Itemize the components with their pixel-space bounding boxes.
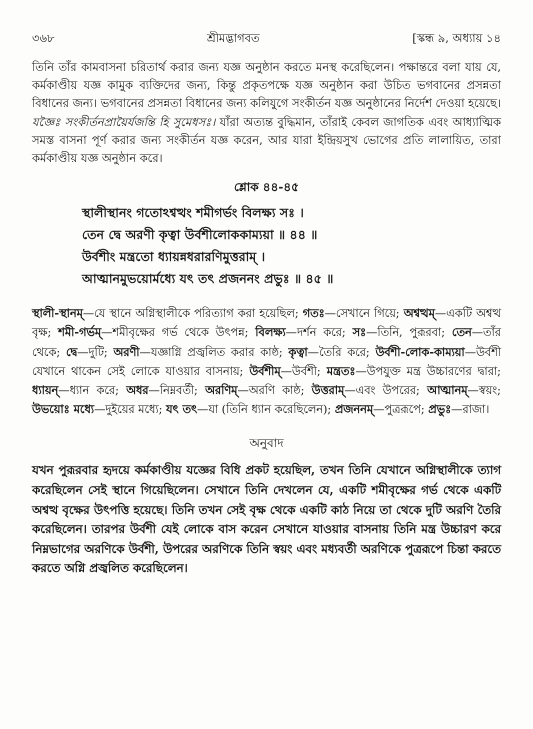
synonym-word: আত্মানম্ bbox=[427, 383, 468, 398]
page-header bbox=[32, 30, 501, 49]
chapter-reference: [স্কন্ধ ৯, অধ্যায় ১৪ bbox=[412, 31, 501, 45]
synonym-meaning: —উর্বশী; bbox=[280, 364, 327, 378]
synonym-meaning: —যজ্ঞাগ্নি প্রজ্বলিত করার কাষ্ঠ; bbox=[139, 345, 289, 359]
synonym-word: অরণিম্ bbox=[205, 383, 238, 398]
synonym-word: তেন bbox=[451, 325, 472, 340]
purport-paragraph bbox=[32, 58, 501, 167]
synonym-word: বিলক্ষ্য bbox=[255, 325, 286, 340]
verse-line: উর্বশীং মন্ত্রতো ধ্যায়ন্নধরারণিমুত্তরাম্ । bbox=[82, 249, 266, 265]
synonym-word: সঃ bbox=[352, 325, 367, 340]
synonyms-paragraph bbox=[32, 304, 501, 419]
synonym-meaning: —শমীবৃক্ষের গর্ভ থেকে উৎপন্ন; bbox=[101, 326, 256, 340]
synonym-word: প্রভুঃ bbox=[428, 402, 452, 417]
synonym-word: গতঃ bbox=[302, 306, 325, 321]
synonym-meaning: —তাঁর থেকে; bbox=[32, 326, 501, 359]
synonym-word: ধ্যায়ন্ bbox=[32, 383, 59, 398]
synonym-word: উর্বশীম্ bbox=[249, 363, 281, 378]
synonym-word: অরণী bbox=[113, 344, 140, 359]
synonym-meaning: —দর্শন করে; bbox=[285, 326, 353, 340]
synonym-meaning: —উপযুক্ত মন্ত্র উচ্চারণের দ্বারা; bbox=[355, 364, 501, 378]
purport-quote: যজ্ঞৈঃ সংকীর্তনপ্রায়ৈর্যজন্তি হি সুমেধসঃ। bbox=[32, 114, 216, 129]
synonym-word: দ্বে bbox=[65, 344, 78, 359]
synonym-word: অধর bbox=[126, 383, 149, 398]
synonym-meaning: —যে স্থানে অগ্নিস্থালীকে পরিত্যাগ করা হয়েছিল; bbox=[82, 307, 303, 321]
synonym-word: কৃত্বা bbox=[288, 344, 308, 359]
verse-line: তেন দ্বে অরণী কৃত্বা উর্বশীলোককাম্যয়া ॥ ৪৪ ॥ bbox=[82, 227, 318, 243]
synonym-meaning: —একটি অশ্বত্থ বৃক্ষ; bbox=[32, 307, 501, 340]
synonym-word: স্থালী-স্থানম্ bbox=[32, 306, 83, 321]
verse-title: শ্লোক ৪৪-৪৫ bbox=[234, 180, 299, 195]
synonym-word: উত্তরাম্ bbox=[311, 383, 345, 398]
synonym-meaning: —তৈরি করে; bbox=[307, 345, 376, 359]
synonym-meaning: —তিনি, পুরূরবা; bbox=[366, 326, 452, 340]
verse-block bbox=[32, 179, 501, 290]
synonym-meaning: —অরণি কাষ্ঠ; bbox=[237, 384, 312, 398]
synonym-word: প্রজননম্ bbox=[334, 402, 374, 417]
synonym-meaning: —নিম্নবর্তী; bbox=[148, 384, 206, 398]
verse-line: আত্মানমুভয়োর্মধ্যে যৎ তৎ প্রজননং প্রভুঃ ॥ ৪৫ ॥ bbox=[82, 271, 334, 287]
page-number: ৩৬৮ bbox=[32, 31, 55, 45]
synonym-word: অশ্বত্থম্ bbox=[403, 306, 435, 321]
synonym-meaning: —এবং উপরের; bbox=[344, 384, 428, 398]
synonym-word: মন্ত্রতঃ bbox=[326, 363, 356, 378]
synonym-meaning: —রাজা। bbox=[451, 403, 490, 417]
translation-title: অনুবাদ bbox=[249, 436, 284, 451]
synonym-meaning: —পুত্ররূপে; bbox=[373, 403, 429, 417]
synonym-meaning: —সেখানে গিয়ে; bbox=[324, 307, 404, 321]
synonym-meaning: —দুটি; bbox=[77, 345, 114, 359]
verse-line: স্থালীস্থানং গতোঽশ্বত্থং শমীগর্ভং বিলক্ষ্য সঃ । bbox=[82, 205, 304, 221]
purport-text: তিনি তাঁর কামবাসনা চরিতার্থ করার জন্য যজ্ঞ অনুষ্ঠান করতে মনস্থ করেছিলেন। পক্ষান্তরে বলা যায় যে, কর্মকাণ্ডীয় যজ্ঞ কামুক ব্যক্তিদের জন্য, কিন্তু প্রকৃতপক্ষে যজ্ঞ অনুষ্ঠান করা উচিত ভগবানের প্রসন্নতা বিধানের জন্য। ভগবানের প্রসন্নতা বিধানের জন্য কলিযুগে সংকীর্তন যজ্ঞ অনুষ্ঠানের নির্দেশ দেওয়া হয়েছে। bbox=[32, 60, 501, 111]
synonym-meaning: —দুইয়ের মধ্যে; bbox=[94, 403, 167, 417]
synonym-word: শমী-গর্ভম্ bbox=[58, 325, 102, 340]
synonym-meaning: —যা (তিনি ধ্যান করেছিলেন); bbox=[197, 403, 335, 417]
synonym-word: উর্বশী-লোক-কাম্যয়া bbox=[375, 344, 465, 359]
synonym-meaning: —স্বয়ং; bbox=[467, 384, 501, 398]
synonym-meaning: —ধ্যান করে; bbox=[58, 384, 127, 398]
translation-text: যখন পুরূরবার হৃদয়ে কর্মকাণ্ডীয় যজ্ঞের বিধি প্রকট হয়েছিল, তখন তিনি যেখানে অগ্নিস্থালীকে ত্যাগ করেছিলেন সেই স্থানে গিয়েছিলেন। সেখানে তিনি দেখলেন যে, একটি শমীবৃক্ষের গর্ভ থেকে একটি অশ্বত্থ বৃক্ষের উৎপত্তি হয়েছে। তিনি তখন সেই বৃক্ষ থেকে একটি কাঠ নিয়ে তা থেকে দুটি অরণি তৈরি করেছিলেন। তারপর উর্বশী যেই লোকে বাস করেন সেখানে যাওয়ার বাসনায় তিনি মন্ত্র উচ্চারণ করে নিম্নভাগের অরণিকে উর্বশী, উপরের অরণিকে তিনি স্বয়ং এবং মধ্যবর্তী অরণিকে পুত্ররূপে চিন্তা করতে করতে অগ্নি প্রজ্বলিত করেছিলেন। bbox=[32, 463, 501, 576]
synonym-meaning: —উর্বশী যেখানে থাকেন সেই লোকে যাওয়ার বাসনায়; bbox=[32, 345, 501, 378]
synonym-word: যৎ তৎ bbox=[166, 402, 198, 417]
synonym-word: উভয়োঃ মধ্যে bbox=[32, 402, 95, 417]
purport-text-continued: যাঁরা অত্যন্ত বুদ্ধিমান, তাঁরাই কেবল জাগতিক এবং আধ্যাত্মিক সমস্ত বাসনা পূর্ণ করার জন্য সংকীর্তন যজ্ঞ করেন, আর যারা ইন্দ্রিয়সুখ ভোগের প্রতি লালায়িত, তারা কর্মকাণ্ডীয় যজ্ঞ অনুষ্ঠান করে। bbox=[32, 114, 501, 166]
book-title: শ্রীমদ্ভাগবত bbox=[206, 31, 260, 45]
